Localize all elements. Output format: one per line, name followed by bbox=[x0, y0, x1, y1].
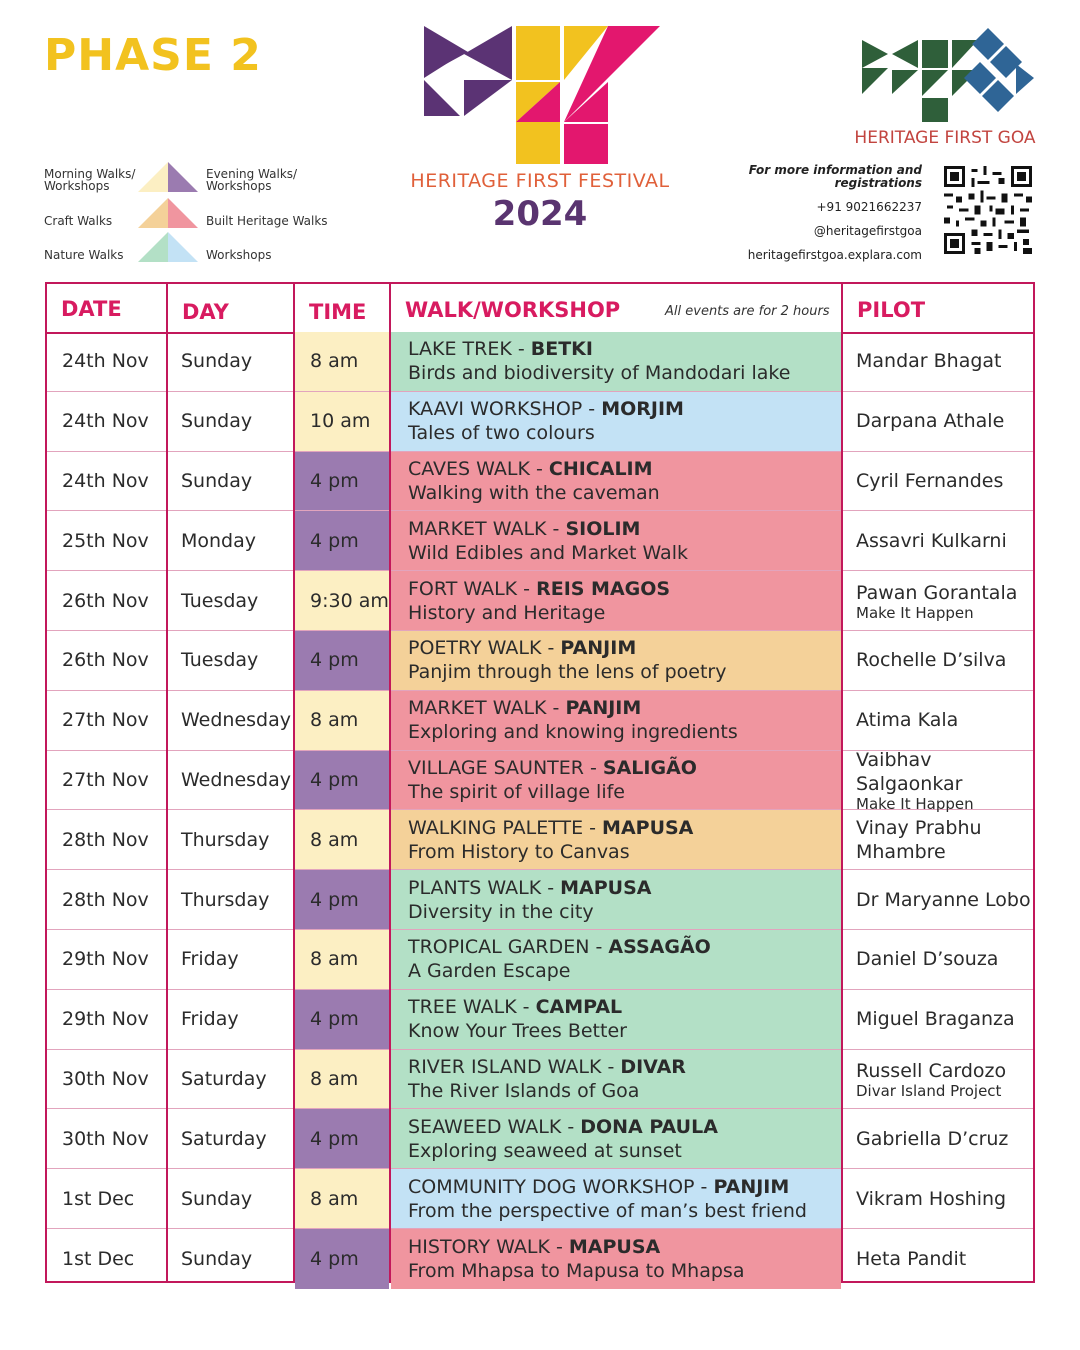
walk-description: Know Your Trees Better bbox=[408, 1020, 627, 1043]
column-divider bbox=[389, 284, 391, 1281]
walk-description: A Garden Escape bbox=[408, 960, 571, 983]
legend-row bbox=[44, 230, 344, 270]
time-cell: 10 am bbox=[295, 392, 389, 451]
walk-title bbox=[408, 337, 841, 361]
pilot-cell bbox=[843, 631, 1033, 690]
time-cell: 8 am bbox=[295, 810, 389, 869]
walk-place: ASSAGÃO bbox=[608, 936, 711, 959]
pilot-name: Rochelle D’silva bbox=[856, 649, 1007, 672]
day-cell: Tuesday bbox=[181, 589, 259, 612]
day-cell: Friday bbox=[181, 1008, 239, 1031]
walk-name: MARKET WALK - bbox=[408, 517, 566, 540]
legend-label-craft: Craft Walks bbox=[44, 214, 113, 228]
walk-cell bbox=[391, 452, 841, 511]
time-cell: 4 pm bbox=[295, 452, 389, 511]
legend-swatch-nature-workshop bbox=[138, 232, 198, 264]
walk-description: Exploring and knowing ingredients bbox=[408, 721, 738, 744]
legend-swatch-morning-evening bbox=[138, 162, 198, 194]
date-cell: 1st Dec bbox=[62, 1187, 135, 1210]
time-cell: 4 pm bbox=[295, 870, 389, 929]
pilot-cell bbox=[843, 511, 1033, 570]
walk-description: Panjim through the lens of poetry bbox=[408, 661, 727, 684]
time-cell: 4 pm bbox=[295, 631, 389, 690]
festival-logo bbox=[424, 26, 660, 166]
date-cell: 24th Nov bbox=[62, 469, 149, 492]
date-cell: 30th Nov bbox=[62, 1127, 149, 1150]
walk-name: SEAWEED WALK - bbox=[408, 1115, 581, 1138]
table-row[interactable] bbox=[47, 631, 1033, 691]
walk-cell bbox=[391, 870, 841, 929]
time-cell: 9:30 am bbox=[295, 571, 389, 630]
pilot-name: Pawan Gorantala bbox=[856, 581, 1018, 604]
walk-place: PANJIM bbox=[713, 1175, 790, 1198]
walk-title bbox=[408, 816, 841, 840]
table-row[interactable] bbox=[47, 930, 1033, 990]
walk-place: MAPUSA bbox=[602, 816, 694, 839]
day-cell: Sunday bbox=[181, 1187, 253, 1210]
header-time: TIME bbox=[309, 300, 367, 324]
pilot-affiliation: Divar Island Project bbox=[856, 1081, 1002, 1100]
walk-cell bbox=[391, 990, 841, 1049]
walk-cell bbox=[391, 511, 841, 570]
walk-place: CHICALIM bbox=[548, 457, 653, 480]
table-row[interactable] bbox=[47, 452, 1033, 512]
walk-place: PANJIM bbox=[560, 637, 637, 660]
pilot-cell bbox=[843, 930, 1033, 989]
time-cell: 8 am bbox=[295, 930, 389, 989]
contact-handle[interactable]: @heritagefirstgoa bbox=[813, 224, 922, 238]
day-cell: Wednesday bbox=[181, 709, 292, 732]
pilot-cell bbox=[843, 452, 1033, 511]
table-row[interactable] bbox=[47, 810, 1033, 870]
pilot-name: Daniel D’souza bbox=[856, 948, 999, 971]
contact-info bbox=[740, 164, 922, 262]
walk-title bbox=[408, 756, 841, 780]
walk-cell bbox=[391, 751, 841, 810]
table-row[interactable] bbox=[47, 1050, 1033, 1110]
walk-description: From Mhapsa to Mapusa to Mhapsa bbox=[408, 1259, 745, 1282]
walk-cell bbox=[391, 930, 841, 989]
column-divider bbox=[293, 284, 295, 1281]
walk-place: MAPUSA bbox=[568, 1235, 661, 1258]
brand-name: HERITAGE FIRST GOA bbox=[854, 128, 1036, 148]
pilot-name: Dr Maryanne Lobo bbox=[856, 888, 1031, 911]
pilot-name: Mandar Bhagat bbox=[856, 350, 1002, 373]
table-row[interactable] bbox=[47, 691, 1033, 751]
pilot-name: Vinay Prabhu bbox=[856, 816, 982, 839]
walk-title bbox=[408, 935, 841, 959]
legend-swatch-workshop bbox=[168, 232, 198, 262]
table-row[interactable] bbox=[47, 1169, 1033, 1229]
walk-cell bbox=[391, 1229, 841, 1289]
pilot-cell bbox=[843, 990, 1033, 1049]
day-cell: Thursday bbox=[181, 888, 270, 911]
pilot-name: Russell Cardozo bbox=[856, 1059, 1007, 1082]
pilot-cell bbox=[843, 749, 1033, 813]
day-cell: Sunday bbox=[181, 350, 253, 373]
day-cell: Friday bbox=[181, 948, 239, 971]
pilot-cell bbox=[843, 870, 1033, 929]
pilot-name: Vikram Hoshing bbox=[856, 1187, 1007, 1210]
date-cell: 28th Nov bbox=[62, 888, 149, 911]
walk-name: FORT WALK - bbox=[408, 577, 537, 600]
pilot-cell bbox=[843, 1169, 1033, 1228]
pilot-name: Cyril Fernandes bbox=[856, 469, 1004, 492]
time-cell: 8 am bbox=[295, 332, 389, 391]
walk-title bbox=[408, 876, 841, 900]
walk-description: From the perspective of man’s best friend bbox=[408, 1199, 807, 1222]
table-row[interactable] bbox=[47, 511, 1033, 571]
walk-title bbox=[408, 1115, 841, 1139]
legend-swatch-built bbox=[168, 198, 198, 228]
heritage-first-goa-logo bbox=[862, 28, 1034, 124]
date-cell: 29th Nov bbox=[62, 948, 149, 971]
pilot-cell bbox=[843, 1109, 1033, 1168]
pilot-name: Atima Kala bbox=[856, 709, 959, 732]
time-cell: 4 pm bbox=[295, 511, 389, 570]
walk-place: DONA PAULA bbox=[580, 1115, 718, 1138]
walk-name: TROPICAL GARDEN - bbox=[408, 936, 609, 959]
walk-title bbox=[408, 696, 841, 720]
date-cell: 24th Nov bbox=[62, 350, 149, 373]
pilot-name: Heta Pandit bbox=[856, 1247, 967, 1270]
walk-name: KAAVI WORKSHOP - bbox=[408, 398, 602, 421]
walk-name: CAVES WALK - bbox=[408, 457, 549, 480]
walk-name: VILLAGE SAUNTER - bbox=[408, 756, 603, 779]
walk-title bbox=[408, 517, 841, 541]
legend-swatch-craft-built bbox=[138, 198, 198, 230]
walk-place: PANJIM bbox=[565, 697, 642, 720]
schedule-table bbox=[45, 282, 1035, 1283]
walk-description: The River Islands of Goa bbox=[408, 1079, 640, 1102]
walk-name: POETRY WALK - bbox=[408, 637, 561, 660]
table-header bbox=[47, 284, 1033, 334]
table-row[interactable] bbox=[47, 1109, 1033, 1169]
festival-year: 2024 bbox=[492, 194, 588, 234]
walk-title bbox=[408, 1175, 841, 1199]
table-row[interactable] bbox=[47, 751, 1033, 811]
date-cell: 25th Nov bbox=[62, 529, 149, 552]
pilot-cell bbox=[843, 332, 1033, 391]
walk-description: From History to Canvas bbox=[408, 840, 630, 863]
date-cell: 27th Nov bbox=[62, 709, 149, 732]
table-row[interactable] bbox=[47, 392, 1033, 452]
header-pilot: PILOT bbox=[857, 298, 926, 322]
pilot-affiliation: Make It Happen bbox=[856, 603, 974, 622]
walk-place: MORJIM bbox=[601, 398, 684, 421]
pilot-cell bbox=[843, 810, 1033, 869]
time-cell: 8 am bbox=[295, 1169, 389, 1228]
table-row[interactable] bbox=[47, 870, 1033, 930]
day-cell: Saturday bbox=[181, 1067, 267, 1090]
time-cell: 8 am bbox=[295, 1050, 389, 1109]
walk-description: Wild Edibles and Market Walk bbox=[408, 541, 688, 564]
time-cell: 4 pm bbox=[295, 751, 389, 810]
time-cell: 4 pm bbox=[295, 990, 389, 1049]
contact-heading: For more information and registrations bbox=[748, 163, 922, 190]
date-cell: 26th Nov bbox=[62, 649, 149, 672]
walk-title bbox=[408, 636, 841, 660]
walk-description: Diversity in the city bbox=[408, 900, 594, 923]
legend-label-workshops: Workshops bbox=[206, 248, 272, 262]
pilot-affiliation: Make It Happen bbox=[856, 795, 974, 813]
day-cell: Tuesday bbox=[181, 649, 259, 672]
header-day: DAY bbox=[182, 300, 229, 324]
table-row[interactable] bbox=[47, 990, 1033, 1050]
table-row[interactable] bbox=[47, 1229, 1033, 1289]
walk-description: Birds and biodiversity of Mandodari lake bbox=[408, 362, 791, 385]
column-divider bbox=[166, 284, 168, 1281]
header-date: DATE bbox=[61, 297, 122, 321]
column-divider bbox=[841, 284, 843, 1281]
walk-name: PLANTS WALK - bbox=[408, 876, 561, 899]
time-cell: 4 pm bbox=[295, 1229, 389, 1289]
walk-description: The spirit of village life bbox=[408, 780, 625, 803]
walk-name: RIVER ISLAND WALK - bbox=[408, 1055, 621, 1078]
day-cell: Monday bbox=[181, 529, 257, 552]
walk-description: Walking with the caveman bbox=[408, 481, 660, 504]
legend-label-nature: Nature Walks bbox=[44, 248, 124, 262]
pilot-cell bbox=[843, 1229, 1033, 1289]
time-cell: 4 pm bbox=[295, 1109, 389, 1168]
walk-title bbox=[408, 995, 841, 1019]
walk-place: SALIGÃO bbox=[602, 756, 697, 779]
walk-place: SIOLIM bbox=[565, 517, 641, 540]
day-cell: Sunday bbox=[181, 410, 253, 433]
pilot-cell bbox=[843, 571, 1033, 630]
pilot-name: Miguel Braganza bbox=[856, 1008, 1015, 1031]
duration-note: All events are for 2 hours bbox=[665, 304, 830, 319]
walk-place: REIS MAGOS bbox=[536, 577, 671, 600]
day-cell: Sunday bbox=[181, 1247, 253, 1270]
walk-title bbox=[408, 1235, 841, 1259]
legend-swatch-nature bbox=[138, 232, 168, 262]
walk-cell bbox=[391, 571, 841, 630]
legend-swatch-craft bbox=[138, 198, 168, 228]
pilot-name: Vaibhav Salgaonkar bbox=[856, 749, 963, 795]
walk-title bbox=[408, 577, 841, 601]
pilot-name: Assavri Kulkarni bbox=[856, 529, 1007, 552]
walk-name: WALKING PALETTE - bbox=[408, 816, 603, 839]
date-cell: 30th Nov bbox=[62, 1067, 149, 1090]
walk-place: CAMPAL bbox=[535, 996, 623, 1019]
walk-cell bbox=[391, 1050, 841, 1109]
walk-cell bbox=[391, 392, 841, 451]
legend-label-morning: Morning Walks/ Workshops bbox=[44, 167, 136, 193]
pilot-cell bbox=[843, 392, 1033, 451]
festival-title: HERITAGE FIRST FESTIVAL bbox=[410, 170, 670, 192]
walk-name: TREE WALK - bbox=[408, 996, 536, 1019]
date-cell: 24th Nov bbox=[62, 410, 149, 433]
walk-name: LAKE TREK - bbox=[408, 338, 531, 361]
walk-name: COMMUNITY DOG WORKSHOP - bbox=[408, 1175, 714, 1198]
walk-title bbox=[408, 457, 841, 481]
walk-cell bbox=[391, 810, 841, 869]
date-cell: 1st Dec bbox=[62, 1247, 135, 1270]
walk-name: MARKET WALK - bbox=[408, 697, 566, 720]
phase-label: PHASE 2 bbox=[44, 30, 262, 81]
walk-name: HISTORY WALK - bbox=[408, 1235, 569, 1258]
contact-phone[interactable]: +91 9021662237 bbox=[816, 200, 922, 214]
time-cell: 8 am bbox=[295, 691, 389, 750]
walk-place: DIVAR bbox=[620, 1055, 686, 1078]
date-cell: 26th Nov bbox=[62, 589, 149, 612]
walk-description: History and Heritage bbox=[408, 601, 606, 624]
day-cell: Thursday bbox=[181, 828, 270, 851]
date-cell: 27th Nov bbox=[62, 768, 149, 791]
walk-description: Exploring seaweed at sunset bbox=[408, 1139, 682, 1162]
pilot-name: Gabriella D’cruz bbox=[856, 1127, 1009, 1150]
color-legend bbox=[44, 162, 344, 272]
day-cell: Saturday bbox=[181, 1127, 267, 1150]
header-walk: WALK/WORKSHOP bbox=[405, 298, 621, 322]
pilot-affiliation: Mhambre bbox=[856, 840, 946, 863]
pilot-cell bbox=[843, 1050, 1033, 1109]
date-cell: 28th Nov bbox=[62, 828, 149, 851]
date-cell: 29th Nov bbox=[62, 1008, 149, 1031]
table-row[interactable] bbox=[47, 332, 1033, 392]
contact-website[interactable]: heritagefirstgoa.explara.com bbox=[747, 248, 922, 262]
walk-cell bbox=[391, 1169, 841, 1228]
table-row[interactable] bbox=[47, 571, 1033, 631]
qr-code-icon[interactable] bbox=[944, 166, 1032, 254]
walk-title bbox=[408, 397, 841, 421]
day-cell: Sunday bbox=[181, 469, 253, 492]
walk-cell bbox=[391, 691, 841, 750]
legend-label-evening: Evening Walks/ Workshops bbox=[206, 167, 298, 193]
walk-place: BETKI bbox=[530, 338, 593, 361]
legend-label-built: Built Heritage Walks bbox=[206, 214, 328, 228]
walk-cell bbox=[391, 631, 841, 690]
legend-swatch-evening bbox=[168, 162, 198, 192]
pilot-cell bbox=[843, 691, 1033, 750]
walk-cell bbox=[391, 332, 841, 391]
legend-swatch-morning bbox=[138, 162, 168, 192]
walk-cell bbox=[391, 1109, 841, 1168]
day-cell: Wednesday bbox=[181, 768, 292, 791]
walk-description: Tales of two colours bbox=[408, 422, 595, 445]
walk-place: MAPUSA bbox=[560, 876, 652, 899]
pilot-name: Darpana Athale bbox=[856, 410, 1005, 433]
walk-title bbox=[408, 1055, 841, 1079]
